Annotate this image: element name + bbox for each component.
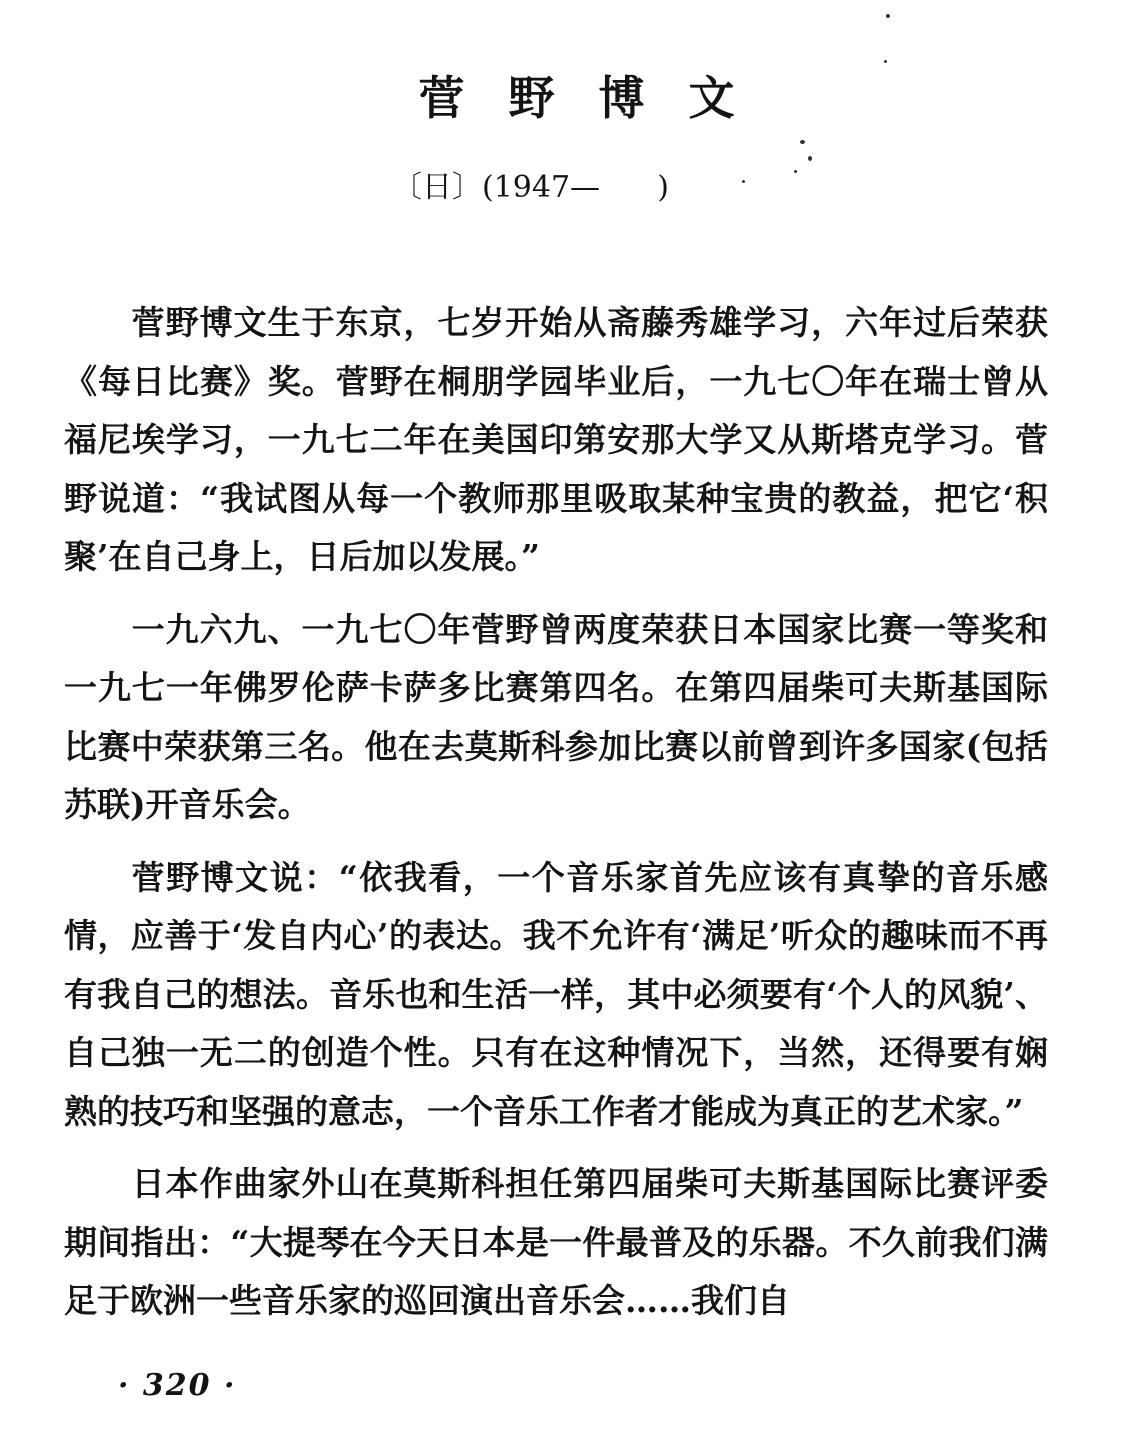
scan-speck bbox=[742, 180, 745, 183]
paragraph: 菅野博文说：“依我看，一个音乐家首先应该有真挚的音乐感情，应善于‘发自内心’的表达。我不允许有‘满足’听众的趣味而不再有我自己的想法。音乐也和生活一样，其中必须要有‘个人的风貌’、自己独一无二的创造个性。只有在这种情况下，当然，还得要有娴熟的技巧和坚强的意志，一个音乐工作者才能成为真正的艺术家。” bbox=[64, 857, 1048, 1131]
page-title: 菅野博文 bbox=[418, 71, 779, 125]
article-body bbox=[64, 294, 1048, 1345]
scan-speck bbox=[884, 60, 887, 63]
paragraph: 日本作曲家外山在莫斯科担任第四届柴可夫斯基国际比赛评委期间指出：“大提琴在今天日本是一件最普及的乐器。不久前我们满足于欧洲一些音乐家的巡回演出音乐会……我们自 bbox=[64, 1164, 1048, 1320]
scan-speck bbox=[886, 14, 890, 18]
page-number: · 320 · bbox=[118, 1368, 237, 1403]
scan-speck bbox=[794, 170, 797, 173]
scan-speck bbox=[808, 156, 812, 161]
paragraph: 菅野博文生于东京，七岁开始从斋藤秀雄学习，六年过后荣获《每日比赛》奖。菅野在桐朋学园毕业后，一九七〇年在瑞士曾从福尼埃学习，一九七二年在美国印第安那大学又从斯塔克学习。菅野说道：“我试图从每一个教师那里吸取某种宝贵的教益，把它‘积聚’在自己身上，日后加以发展。” bbox=[64, 303, 1048, 576]
scan-speck bbox=[800, 140, 805, 144]
paragraph: 一九六九、一九七〇年菅野曾两度荣获日本国家比赛一等奖和一九七一年佛罗伦萨卡萨多比赛第四名。在第四届柴可夫斯基国际比赛中荣获第三名。他在去莫斯科参加比赛以前曾到许多国家(包括苏联)开音乐会。 bbox=[64, 609, 1048, 824]
nationality-and-birth-year: 〔日〕(1947— ) bbox=[392, 170, 669, 205]
